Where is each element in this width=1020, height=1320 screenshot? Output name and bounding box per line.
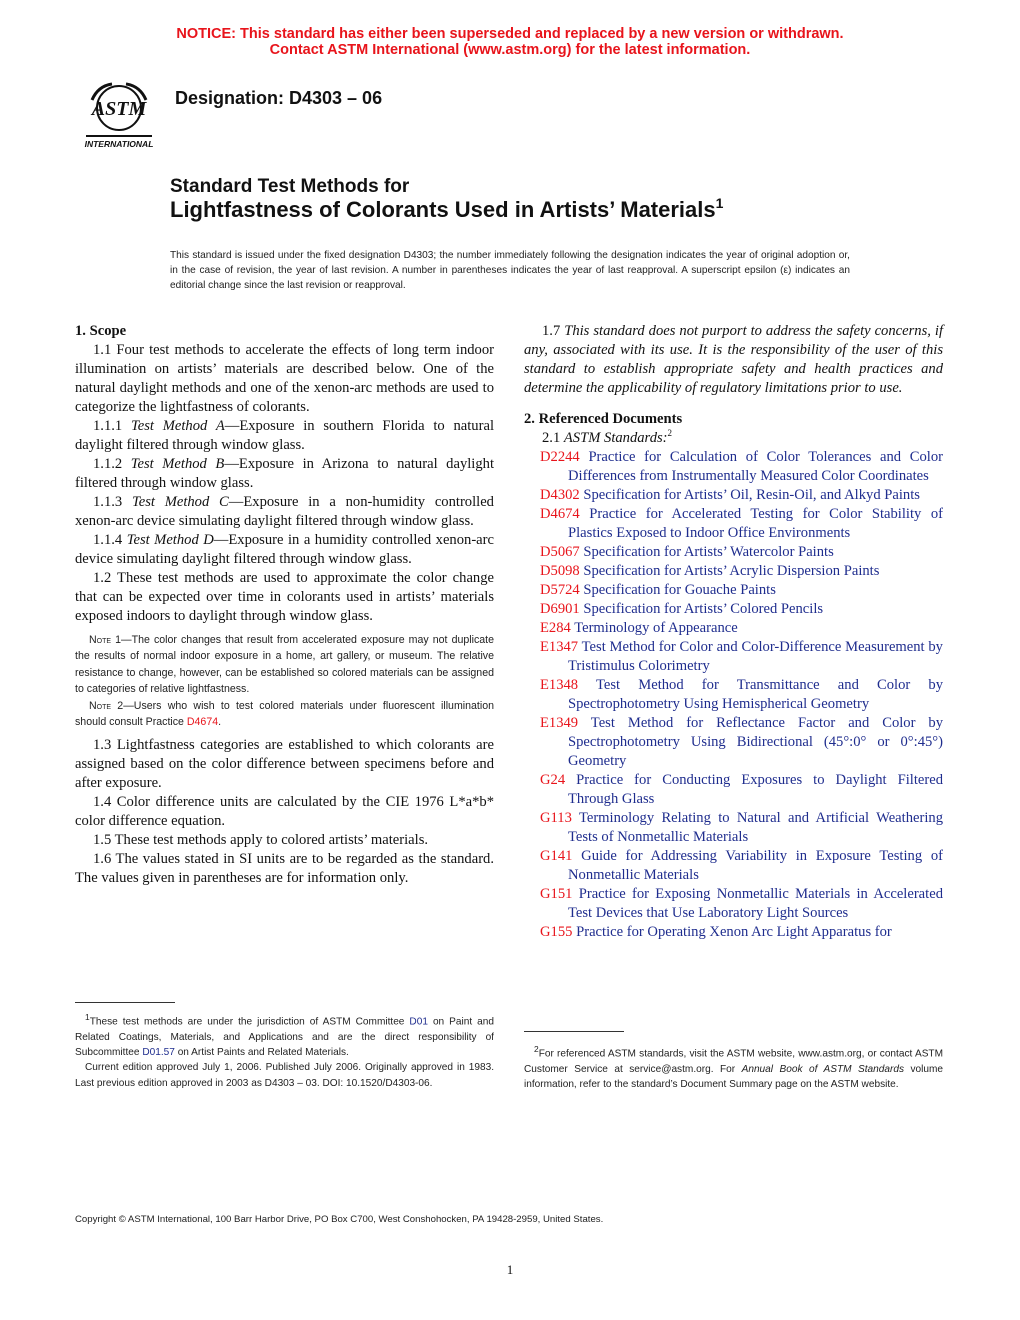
footnote-2-para <box>524 1042 943 1092</box>
committee-link-d01[interactable]: D01 <box>409 1016 428 1028</box>
method-name: Test Method B <box>130 456 225 472</box>
reference-code-link[interactable]: G24 <box>540 772 566 788</box>
para-1-3: 1.3 Lightfastness categories are established to which colorants are assigned based on the color difference between specimens before and after exposure. <box>75 737 494 792</box>
para-1-1-3 <box>75 493 494 531</box>
left-column <box>75 322 494 888</box>
fn-text: on Paint and Related Coatings, Materials, and Applications and are the direct responsibility of Subcommittee <box>75 1016 494 1058</box>
reference-item <box>540 923 943 942</box>
section-1-heading: 1. Scope <box>75 323 127 339</box>
reference-item <box>540 486 943 505</box>
para-1-7 <box>524 322 943 398</box>
section-2-heading: 2. Referenced Documents <box>524 411 683 427</box>
reference-item <box>540 581 943 600</box>
reference-item <box>540 505 943 543</box>
safety-statement: This standard does not purport to address the safety concerns, if any, associated with its use. It is the responsibility of the user of this standard to establish appropriate safety and health practices and determine the applicability of regulatory limitations prior to use. <box>524 323 943 396</box>
reference-code-link[interactable]: E284 <box>540 620 571 636</box>
reference-title-link[interactable]: Specification for Artists’ Oil, Resin-Oil, and Alkyd Paints <box>583 487 920 503</box>
reference-code-link[interactable]: D5098 <box>540 563 580 579</box>
para-1-4: 1.4 Color difference units are calculated by the CIE 1976 L*a*b* color difference equation. <box>75 794 494 830</box>
reference-item <box>540 543 943 562</box>
reference-item <box>540 619 943 638</box>
para-2-1 <box>524 429 943 448</box>
reference-title-link[interactable]: Practice for Calculation of Color Tolerances and Color Differences from Instrumentally Measured Color Coordinates <box>568 449 943 484</box>
para-number: 1.1.3 <box>93 494 132 510</box>
para-text: —Exposure in a humidity controlled xenon-arc device simulating daylight filtered through window glass. <box>75 532 494 567</box>
copyright: Copyright © ASTM International, 100 Barr Harbor Drive, PO Box C700, West Conshohocken, PA 19428-2959, United States. <box>75 1214 604 1225</box>
reference-code-link[interactable]: E1348 <box>540 677 579 693</box>
page-number: 1 <box>506 1262 514 1277</box>
notice-line-1: NOTICE: This standard has either been superseded and replaced by a new version or withdrawn. <box>176 26 844 42</box>
note-label: Note 1 <box>89 634 122 646</box>
logo-mark-text: ASTM <box>91 98 147 120</box>
footnote-2 <box>524 1042 943 1092</box>
referenced-standards-list <box>524 448 943 942</box>
fn-text: volume information, refer to the standard’s Document Summary page on the ASTM website. <box>524 1063 944 1090</box>
reference-code-link[interactable]: D5724 <box>540 582 580 598</box>
reference-title-link[interactable]: Test Method for Color and Color-Difference Measurement by Tristimulus Colorimetry <box>568 639 943 674</box>
reference-code-link[interactable]: D4674 <box>540 506 580 522</box>
withdrawal-notice <box>0 26 1020 58</box>
reference-title-link[interactable]: Guide for Addressing Variability in Exposure Testing of Nonmetallic Materials <box>568 848 943 883</box>
logo-sub-text: INTERNATIONAL <box>84 139 154 149</box>
para-text: —Exposure in Arizona to natural daylight filtered through window glass. <box>75 456 494 491</box>
para-number: 1.1.2 <box>93 456 131 472</box>
para-number: 1.7 <box>542 323 565 339</box>
para-number: 2.1 <box>542 430 564 446</box>
para-1-1-1 <box>75 417 494 455</box>
para-text: —Exposure in a non-humidity controlled xenon-arc device simulating daylight filtered through window glass. <box>75 494 494 529</box>
para-1-1: 1.1 Four test methods to accelerate the effects of long term indoor illumination on artists’ materials are described below. One of the natural daylight methods and one of the xenon-arc methods are used to categorize the lightfastness of colorants. <box>75 342 494 415</box>
reference-item <box>540 885 943 923</box>
fn-text: For referenced ASTM standards, visit the ASTM website, www.astm.org, or contact ASTM Customer Service at service@astm.org. For <box>524 1048 943 1075</box>
notice-line-2: Contact ASTM International (www.astm.org) for the latest information. <box>269 42 751 58</box>
reference-code-link[interactable]: E1349 <box>540 715 579 731</box>
reference-title-link[interactable]: Specification for Artists’ Watercolor Paints <box>583 544 834 560</box>
para-number: 1.1.1 <box>93 418 131 434</box>
reference-title-link[interactable]: Terminology Relating to Natural and Artificial Weathering Tests of Nonmetallic Materials <box>568 810 943 845</box>
issuance-statement: This standard is issued under the fixed designation D4303; the number immediately following the designation indicates the year of original adoption or, in the case of revision, the year of last revision. A number in parentheses indicates the year of last reapproval. A superscript epsilon (ε) indicates an editorial change since the last revision or reapproval. <box>170 250 850 292</box>
reference-item <box>540 600 943 619</box>
fn-text: on Artist Paints and Related Materials. <box>174 1046 349 1058</box>
subcommittee-link-d01-57[interactable]: D01.57 <box>142 1046 175 1058</box>
footnote-mark: 2 <box>534 1044 539 1054</box>
note-2-link-d4674[interactable]: D4674 <box>186 716 219 729</box>
reference-title-link[interactable]: Practice for Operating Xenon Arc Light Apparatus for <box>576 924 892 940</box>
note-text-end: . <box>218 716 222 729</box>
note-2 <box>75 698 494 731</box>
reference-code-link[interactable]: G141 <box>540 848 573 864</box>
para-text: —Exposure in southern Florida to natural daylight filtered through window glass. <box>75 418 494 453</box>
footnote-1-para-2: Current edition approved July 1, 2006. Published July 2006. Originally approved in 1983. Last previous edition approved in 2003 as D4303 – 03. DOI: 10.1520/D4303-06. <box>75 1062 494 1089</box>
para-1-6: 1.6 The values stated in SI units are to be regarded as the standard. The values given in parentheses are for information only. <box>75 851 494 887</box>
reference-item <box>540 676 943 714</box>
reference-code-link[interactable]: D2244 <box>540 449 580 465</box>
note-label: Note 2 <box>89 699 124 712</box>
reference-title-link[interactable]: Specification for Artists’ Acrylic Dispersion Paints <box>583 563 880 579</box>
para-1-1-4 <box>75 531 494 569</box>
footnote-1-para-1 <box>75 1010 494 1060</box>
footnote-rule-left <box>75 1002 175 1003</box>
reference-item <box>540 638 943 676</box>
fn-text: These test methods are under the jurisdiction of ASTM Committee <box>89 1016 410 1028</box>
reference-item <box>540 847 943 885</box>
astm-logo-mark <box>78 78 160 152</box>
reference-item <box>540 809 943 847</box>
designation: Designation: D4303 – 06 <box>175 88 383 108</box>
reference-item <box>540 771 943 809</box>
method-name: Test Method A <box>130 418 225 434</box>
fn-emphasis: Annual Book of ASTM Standards <box>741 1063 904 1075</box>
method-name: Test Method D <box>126 532 214 548</box>
reference-code-link[interactable]: G155 <box>540 924 573 940</box>
sub-heading: ASTM Standards: <box>563 430 668 446</box>
reference-title-link[interactable]: Practice for Exposing Nonmetallic Materials in Accelerated Test Devices that Use Laboratory Light Sources <box>568 886 943 921</box>
title-line-2-text: Lightfastness of Colorants Used in Artists’ Materials <box>170 197 716 222</box>
reference-code-link[interactable]: G113 <box>540 810 572 826</box>
reference-code-link[interactable]: D4302 <box>540 487 580 503</box>
method-name: Test Method C <box>131 494 229 510</box>
reference-title-link[interactable]: Practice for Conducting Exposures to Daylight Filtered Through Glass <box>568 772 943 807</box>
title-line-2 <box>170 197 723 223</box>
reference-item <box>540 562 943 581</box>
title-footnote-mark: 1 <box>715 195 724 211</box>
reference-code-link[interactable]: G151 <box>540 886 573 902</box>
astm-logo <box>78 78 160 152</box>
note-text: —Users who wish to test colored materials under fluorescent illumination should consult Practice <box>75 699 494 729</box>
reference-item <box>540 448 943 486</box>
para-1-2: 1.2 These test methods are used to approximate the color change that can be expected over time in colorants used in artists’ materials exposed indoors to daylight through window glass. <box>75 570 494 624</box>
para-number: 1.1.4 <box>93 532 127 548</box>
reference-title-link[interactable]: Test Method for Reflectance Factor and Color by Spectrophotometry Using Bidirectional (45°:0° or 0°:45°) Geometry <box>568 715 943 769</box>
title-line-1: Standard Test Methods for <box>170 176 410 197</box>
right-column <box>524 322 943 942</box>
reference-title-link[interactable]: Terminology of Appearance <box>574 620 738 636</box>
para-1-1-2 <box>75 455 494 493</box>
reference-item <box>540 714 943 771</box>
note-text: —The color changes that result from accelerated exposure may not duplicate the results of normal indoor exposure in a home, art gallery, or museum. The relative resistance to change, however, can be established so colored materials can be assigned to categories of relative lightfastness. <box>75 634 494 696</box>
reference-title-link[interactable]: Practice for Accelerated Testing for Color Stability of Plastics Exposed to Indoor Office Environments <box>568 506 943 541</box>
reference-title-link[interactable]: Specification for Gouache Paints <box>583 582 776 598</box>
footnote-1 <box>75 1010 494 1091</box>
reference-title-link[interactable]: Specification for Artists’ Colored Pencils <box>583 601 824 617</box>
footnote-mark: 2 <box>667 428 673 439</box>
reference-code-link[interactable]: D6901 <box>540 601 580 617</box>
footnote-rule-right <box>524 1031 624 1032</box>
para-1-5: 1.5 These test methods apply to colored artists’ materials. <box>93 832 429 849</box>
reference-code-link[interactable]: D5067 <box>540 544 580 560</box>
note-1 <box>75 632 494 698</box>
reference-title-link[interactable]: Test Method for Transmittance and Color by Spectrophotometry Using Hemispherical Geometry <box>568 677 944 712</box>
footnote-mark: 1 <box>85 1012 90 1022</box>
reference-code-link[interactable]: E1347 <box>540 639 579 655</box>
